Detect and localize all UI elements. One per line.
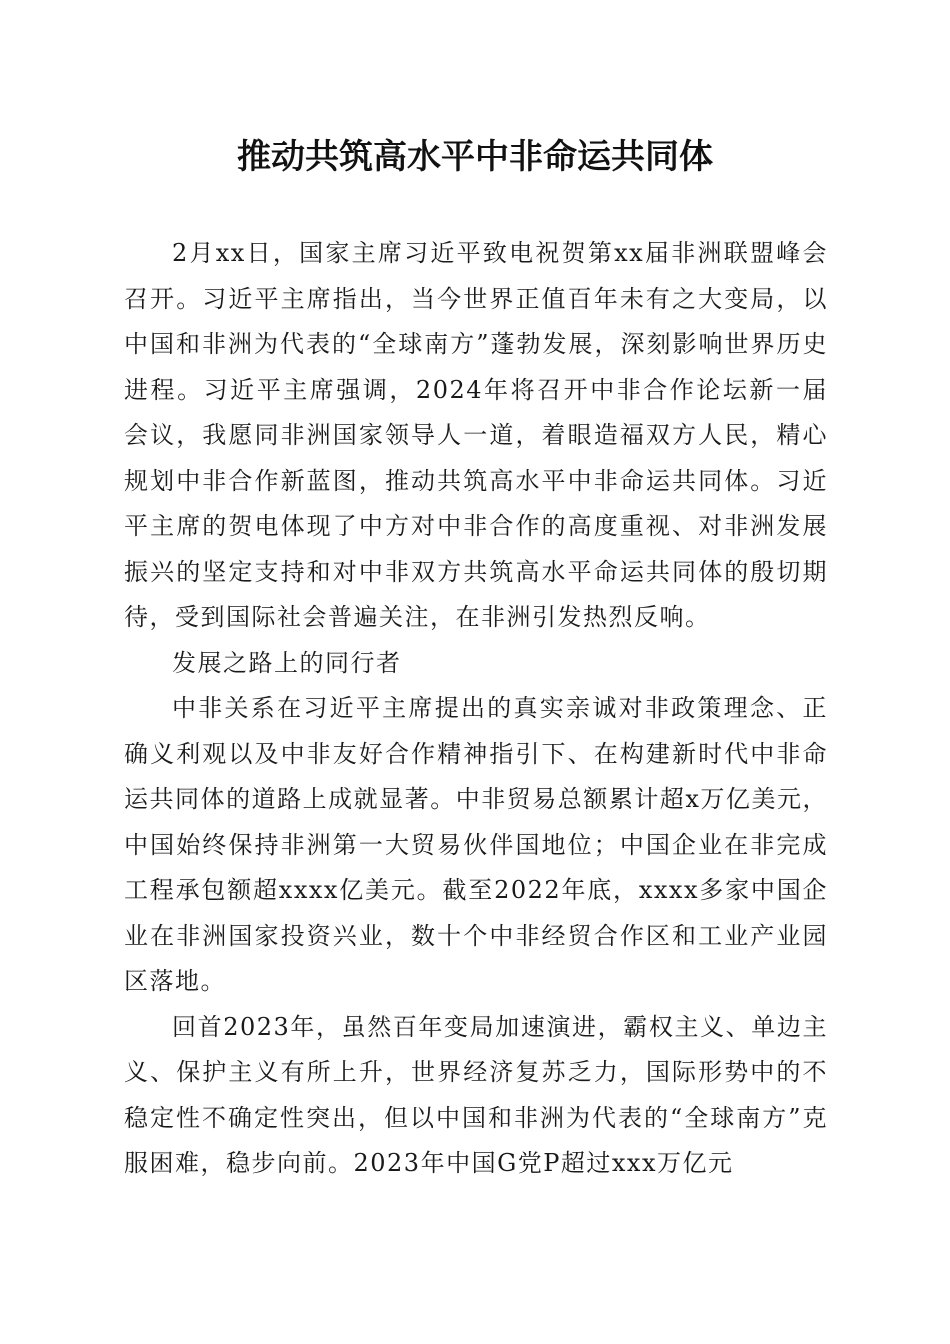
paragraph: 中非关系在习近平主席提出的真实亲诚对非政策理念、正确义利观以及中非友好合作精神指引下、在构建新时代中非命运共同体的道路上成就显著。中非贸易总额累计超x万亿美元，中国始终保持非洲第一大贸易伙伴国地位；中国企业在非完成工程承包额超xxxx亿美元。截至2022年底，xxxx多家中国企业在非洲国家投资兴业，数十个中非经贸合作区和工业产业园区落地。 [124,694,828,995]
section-heading: 发展之路上的同行者 [172,648,402,677]
paragraph: 回首2023年，虽然百年变局加速演进，霸权主义、单边主义、保护主义有所上升，世界经济复苏乏力，国际形势中的不稳定性不确定性突出，但以中国和非洲为代表的“全球南方”克服困难，稳步向前。2023年中国G党P超过xxx万亿元 [124,1012,828,1177]
document-title: 推动共筑高水平中非命运共同体 [237,137,713,177]
paragraph: 2月xx日，国家主席习近平致电祝贺第xx届非洲联盟峰会召开。习近平主席指出，当今世界正值百年未有之大变局，以中国和非洲为代表的“全球南方”蓬勃发展，深刻影响世界历史进程。习近平主席强调，2024年将召开中非合作论坛新一届会议，我愿同非洲国家领导人一道，着眼造福双方人民，精心规划中非合作新蓝图，推动共筑高水平中非命运共同体。习近平主席的贺电体现了中方对中非合作的高度重视、对非洲发展振兴的坚定支持和对中非双方共筑高水平命运共同体的殷切期待，受到国际社会普遍关注，在非洲引发热烈反响。 [124,239,828,631]
document-body [124,231,828,1187]
